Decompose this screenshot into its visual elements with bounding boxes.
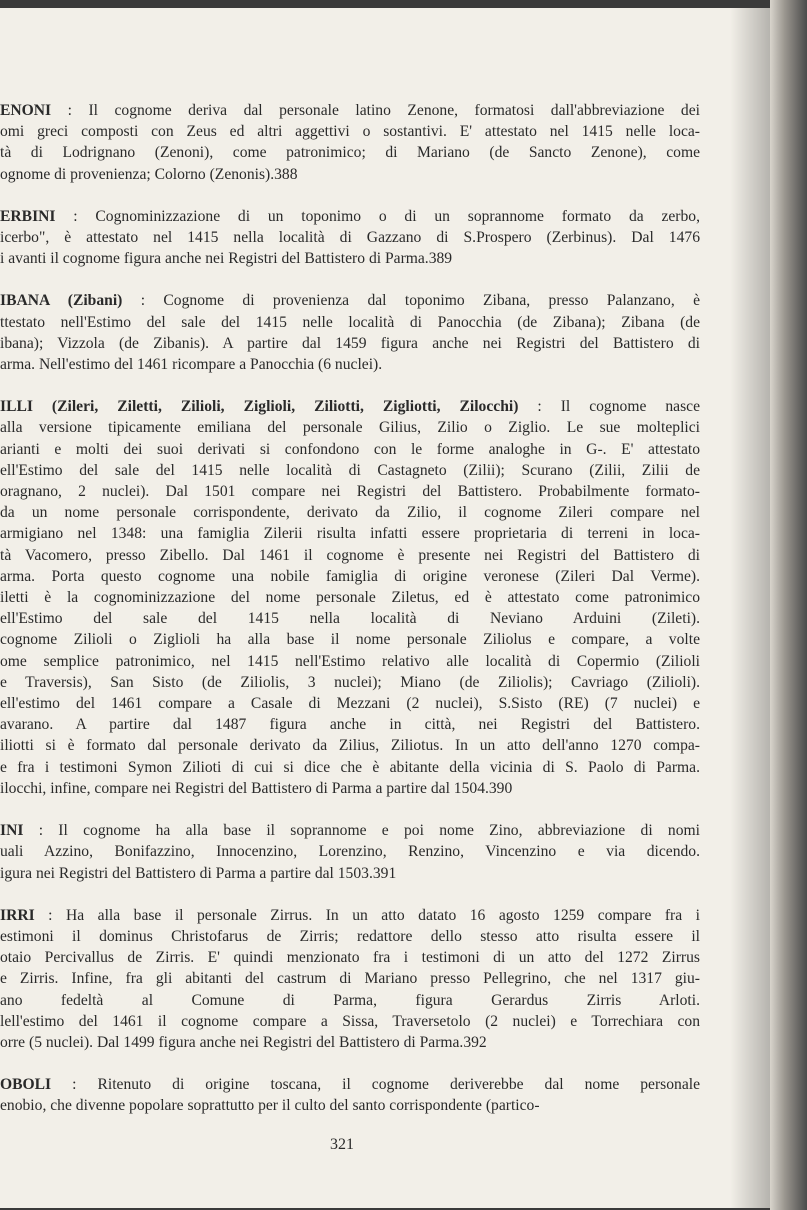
entry-text: alla versione tipicamente emiliana del personale Gilius, Zilio o Ziglio. Le sue molteplici bbox=[0, 419, 700, 437]
entry-line bbox=[0, 1011, 700, 1032]
entry-headword: IRRI bbox=[0, 906, 35, 924]
entry-line bbox=[0, 100, 700, 121]
entry-text: ttestato nell'Estimo del sale del 1415 nelle località di Panocchia (de Zibana); Zibana (de bbox=[0, 313, 700, 331]
entry-line bbox=[0, 1032, 700, 1053]
entry-headword: OBOLI bbox=[0, 1076, 52, 1094]
entry-text: : Cognome di provenienza dal toponimo Zibana, presso Palanzano, è bbox=[122, 292, 700, 310]
entry-headword: IBANA (Zibani) bbox=[0, 292, 123, 310]
entry-text: lell'estimo del 1461 il cognome compare a Sissa, Traversetolo (2 nuclei) e Torrechiara con bbox=[0, 1012, 700, 1030]
entry-line bbox=[0, 164, 700, 185]
dictionary-entry bbox=[0, 396, 700, 799]
entry-text: i avanti il cognome figura anche nei Registri del Battistero di Parma.389 bbox=[0, 250, 453, 268]
entry-line bbox=[0, 333, 700, 354]
entry-text: ilocchi, infine, compare nei Registri del Battistero di Parma a partire dal 1504.390 bbox=[0, 779, 513, 797]
entry-line bbox=[0, 905, 700, 926]
entry-headword: INI bbox=[0, 822, 24, 840]
entry-text: e Zirris. Infine, fra gli abitanti del castrum di Mariano presso Pellegrino, che nel 1317 giu- bbox=[0, 970, 700, 988]
entry-line bbox=[0, 735, 700, 756]
entry-line bbox=[0, 863, 700, 884]
entry-line bbox=[0, 990, 700, 1011]
entry-text: : Il cognome nasce bbox=[518, 398, 700, 416]
entry-headword: ERBINI bbox=[0, 207, 56, 225]
entry-text: omi greci composti con Zeus ed altri aggettivi o sostantivi. E' attestato nel 1415 nelle loca- bbox=[0, 123, 700, 141]
entry-line bbox=[0, 312, 700, 333]
entry-text: : Il cognome deriva dal personale latino Zenone, formatosi dall'abbreviazione dei bbox=[51, 102, 700, 119]
entry-text: tà Vacomero, presso Zibello. Dal 1461 il cognome è presente nei Registri del Battistero di bbox=[0, 546, 700, 564]
entry-text: orre (5 nuclei). Dal 1499 figura anche nei Registri del Battistero di Parma.392 bbox=[0, 1033, 487, 1051]
entry-line bbox=[0, 481, 700, 502]
entry-headword: ENONI bbox=[0, 102, 52, 119]
entry-line bbox=[0, 227, 700, 248]
dictionary-entry bbox=[0, 1074, 700, 1116]
entry-text: tà di Lodrignano (Zenoni), come patronimico; di Mariano (de Sancto Zenone), come bbox=[0, 144, 700, 162]
entry-line bbox=[0, 439, 700, 460]
entry-line bbox=[0, 608, 700, 629]
entry-line bbox=[0, 523, 700, 544]
entry-line bbox=[0, 121, 700, 142]
entry-line bbox=[0, 841, 700, 862]
entry-line bbox=[0, 566, 700, 587]
entry-line bbox=[0, 714, 700, 735]
entry-text: oragnano, 2 nuclei). Dal 1501 compare nei Registri del Battistero. Probabilmente formato- bbox=[0, 483, 700, 501]
entry-text: e Traversis), San Sisto (de Ziliolis, 3 nuclei); Miano (de Ziliolis); Cavriago (Zilioli). bbox=[0, 673, 700, 691]
page-number: 321 bbox=[330, 1136, 354, 1153]
entry-line bbox=[0, 926, 700, 947]
entry-text: igura nei Registri del Battistero di Parma a partire dal 1503.391 bbox=[0, 864, 397, 882]
entry-text: : Ha alla base il personale Zirrus. In un atto datato 16 agosto 1259 compare fra i bbox=[34, 906, 700, 924]
entry-line bbox=[0, 248, 700, 269]
entry-line bbox=[0, 206, 700, 227]
entry-line bbox=[0, 968, 700, 989]
dictionary-entry bbox=[0, 100, 700, 185]
entry-text: icerbo", è attestato nel 1415 nella località di Gazzano di S.Prospero (Zerbinus). Dal 1476 bbox=[0, 229, 700, 247]
entry-line bbox=[0, 693, 700, 714]
entry-text: ognome di provenienza; Colorno (Zenonis).388 bbox=[0, 165, 298, 183]
entry-text: avarano. A partire dal 1487 figura anche in città, nei Registri del Battistero. bbox=[0, 716, 700, 734]
entry-text: iletti è la cognominizzazione del nome personale Ziletus, ed è attestato come patronimico bbox=[0, 589, 700, 607]
dictionary-entry bbox=[0, 206, 700, 270]
entry-text: : Il cognome ha alla base il soprannome e poi nome Zino, abbreviazione di nomi bbox=[23, 822, 700, 840]
entry-line bbox=[0, 1095, 700, 1116]
entry-text: : Ritenuto di origine toscana, il cognome deriverebbe dal nome personale bbox=[51, 1076, 700, 1094]
entry-text: arma. Porta questo cognome una nobile famiglia di origine veronese (Zileri Dal Verme). bbox=[0, 567, 700, 585]
entry-text: ome semplice patronimico, nel 1415 nell'Estimo relativo alle località di Copermio (Zilioli bbox=[0, 652, 700, 670]
entry-line bbox=[0, 545, 700, 566]
entry-text: estimoni il dominus Christofarus de Zirris; redattore dello stesso atto risulta essere il bbox=[0, 927, 700, 945]
entry-line bbox=[0, 1074, 700, 1095]
entry-line bbox=[0, 672, 700, 693]
entry-line bbox=[0, 142, 700, 163]
entry-text: cognome Zilioli o Ziglioli ha alla base il nome personale Ziliolus e compare, a volte bbox=[0, 631, 700, 649]
book-page bbox=[0, 8, 770, 1208]
entry-line bbox=[0, 587, 700, 608]
dictionary-entry bbox=[0, 820, 700, 884]
entry-line bbox=[0, 651, 700, 672]
entry-line bbox=[0, 820, 700, 841]
dictionary-entry bbox=[0, 290, 700, 375]
entry-text: armigiano nel 1348: una famiglia Zilerii risulta infatti essere proprietaria di terreni in loca- bbox=[0, 525, 700, 543]
entry-headword: ILLI (Zileri, Ziletti, Zilioli, Ziglioli, Ziliotti, Zigliotti, Zilocchi) bbox=[0, 398, 519, 416]
dictionary-entry bbox=[0, 905, 700, 1053]
entry-text: iliotti si è formato dal personale derivato da Zilius, Ziliotus. In un atto dell'anno 1270 compa- bbox=[0, 737, 700, 755]
entry-line bbox=[0, 460, 700, 481]
entry-text: enobio, che divenne popolare soprattutto per il culto del santo corrispondente (partico- bbox=[0, 1097, 540, 1115]
entry-text: otaio Percivallus de Zirris. E' quindi menzionato fra i testimoni di un atto del 1272 Zirrus bbox=[0, 949, 700, 967]
entry-text: ell'Estimo del sale del 1415 nella località di Neviano Arduini (Zileti). bbox=[0, 610, 700, 628]
entry-line bbox=[0, 947, 700, 968]
entry-text: uali Azzino, Bonifazzino, Innocenzino, Lorenzino, Renzino, Vincenzino e via dicendo. bbox=[0, 843, 700, 861]
entry-text: : Cognominizzazione di un toponimo o di un soprannome formato da zerbo, bbox=[55, 207, 700, 225]
entry-line bbox=[0, 354, 700, 375]
entry-line bbox=[0, 778, 700, 799]
page-text bbox=[0, 100, 700, 1138]
entry-text: ano fedeltà al Comune di Parma, figura Gerardus Zirris Arloti. bbox=[0, 991, 700, 1009]
entry-line bbox=[0, 290, 700, 311]
entry-text: e fra i testimoni Symon Zilioti di cui si dice che è abitante della vicinia di S. Paolo di Parma. bbox=[0, 758, 700, 776]
entry-text: ell'estimo del 1461 compare a Casale di Mezzani (2 nuclei), S.Sisto (RE) (7 nuclei) e bbox=[0, 695, 700, 713]
entry-text: da un nome personale corrispondente, derivato da Zilio, il cognome Zileri compare nel bbox=[0, 504, 700, 522]
entry-line bbox=[0, 502, 700, 523]
entry-line bbox=[0, 396, 700, 417]
entry-text: arma. Nell'estimo del 1461 ricompare a Panocchia (6 nuclei). bbox=[0, 356, 383, 374]
entry-text: arianti e molti dei suoi derivati si confondono con le forme analoghe in G-. E' attestato bbox=[0, 440, 700, 458]
book-edge bbox=[770, 0, 807, 1210]
entry-text: ibana); Vizzola (de Zibanis). A partire dal 1459 figura anche nei Registri del Battistero di bbox=[0, 334, 700, 352]
entry-line bbox=[0, 417, 700, 438]
entry-line bbox=[0, 629, 700, 650]
entry-text: ell'Estimo del sale del 1415 nelle località di Castagneto (Zilii); Scurano (Zilii, Zilii de bbox=[0, 461, 700, 479]
entry-line bbox=[0, 757, 700, 778]
